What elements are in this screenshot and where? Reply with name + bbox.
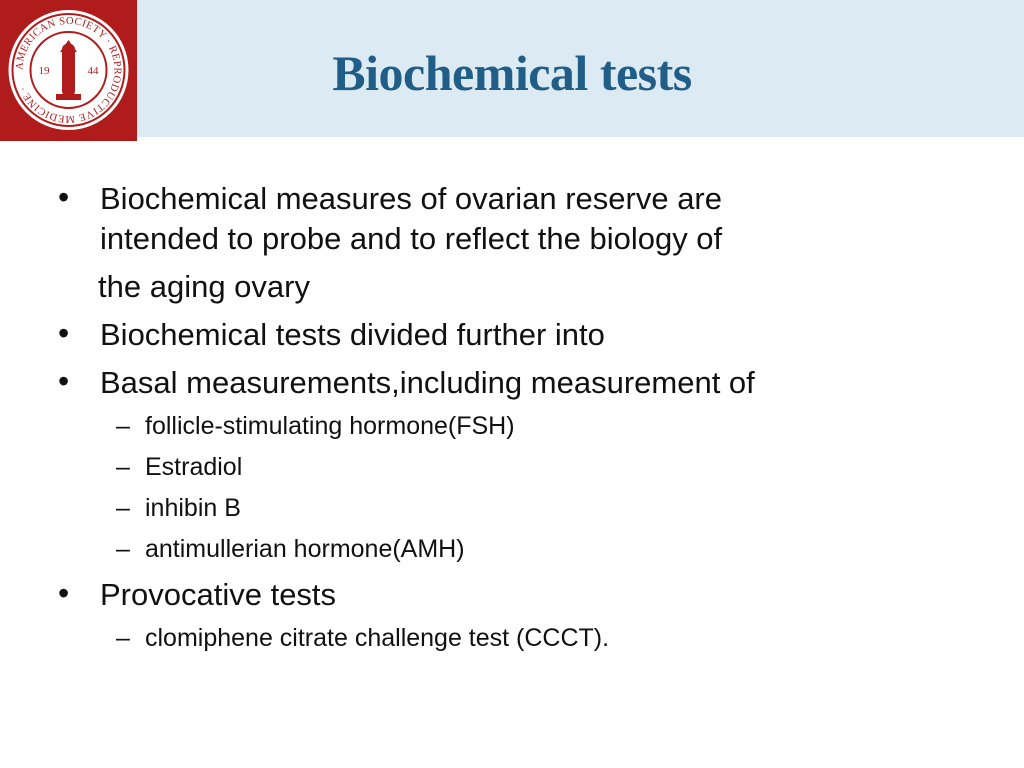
dash-icon: –	[116, 535, 130, 563]
sub-item-text: clomiphene citrate challenge test (CCCT).	[145, 624, 610, 652]
bullet-item-text: Provocative tests	[100, 577, 337, 612]
svg-text:AMERICAN SOCIETY · REPRODUCTIV: AMERICAN SOCIETY · REPRODUCTIVE MEDICINE ·	[14, 15, 123, 125]
bullet-item-text: Biochemical measures of ovarian reserve are	[100, 181, 722, 216]
seal-icon	[0, 0, 137, 141]
bullet-item-text: Biochemical tests divided further into	[100, 317, 605, 352]
page-title: Biochemical tests	[332, 45, 692, 101]
dash-icon: –	[116, 453, 130, 481]
sub-item-text: antimullerian hormone(AMH)	[145, 535, 465, 563]
bullet-item-text: Basal measurements,including measurement of	[100, 365, 755, 400]
sub-item-text: follicle-stimulating hormone(FSH)	[145, 412, 515, 440]
bullet-icon: •	[58, 179, 70, 215]
dash-icon: –	[116, 494, 130, 522]
svg-text:44: 44	[87, 65, 99, 77]
bullet-icon: •	[58, 315, 70, 351]
dash-icon: –	[116, 412, 130, 440]
bullet-icon: •	[58, 363, 70, 399]
dash-icon: –	[116, 624, 130, 652]
bullet-item-text: the aging ovary	[98, 269, 310, 304]
sub-item-text: inhibin B	[145, 494, 241, 522]
asrm-logo	[0, 0, 137, 141]
bullet-item-text: intended to probe and to reflect the biology of	[100, 221, 723, 256]
svg-text:19: 19	[38, 65, 50, 77]
bullet-icon: •	[58, 575, 70, 611]
sub-item-text: Estradiol	[145, 453, 243, 481]
